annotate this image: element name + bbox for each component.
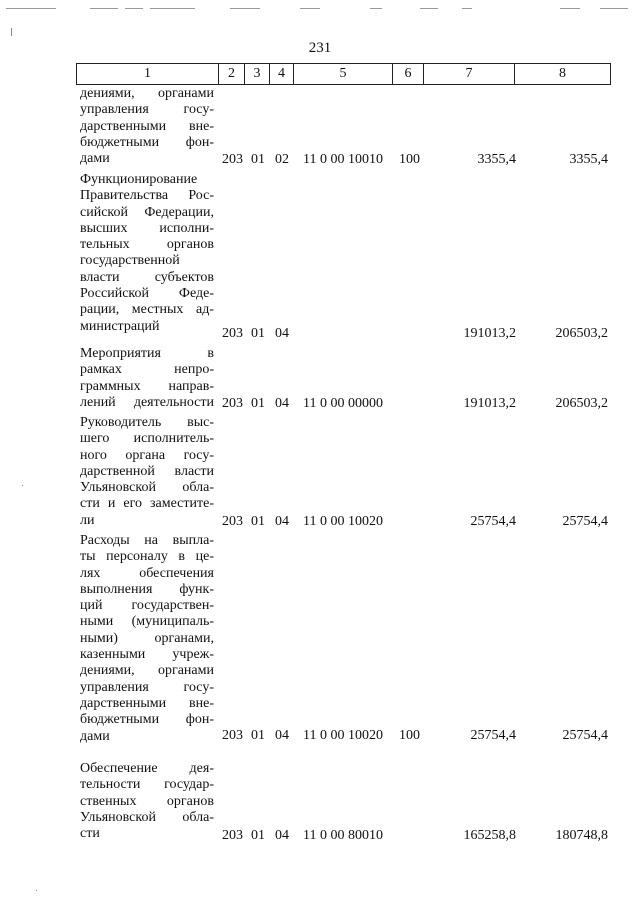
description-line: дениями, органами [80,663,214,679]
description-line: Функционирование [80,172,198,187]
cell-amount-year2: 25754,4 [562,514,608,529]
cell-amount-year1: 165258,8 [463,828,516,843]
cell-subsection: 04 [275,728,289,743]
description-line: ли [80,512,95,528]
cell-subsection: 04 [275,396,289,411]
header-col-2: 2 [219,64,245,85]
cell-amount-year1: 25754,4 [470,514,516,529]
description-line: дарственной власти [80,463,214,479]
description-line: ты персоналу в це- [80,549,214,565]
description-line: рации, местных ад- [80,302,214,318]
description-line: власти субъектов [80,269,214,285]
cell-amount-year2: 3355,4 [569,152,608,167]
cell-section: 01 [251,326,265,341]
description-line: ного органа госу- [80,447,214,463]
description-line: управления госу- [80,102,214,118]
description-line: дениями, органами [80,86,214,101]
cell-section: 01 [251,152,265,167]
cell-amount-year2: 25754,4 [562,728,608,743]
row-description [80,86,214,167]
header-row [77,64,611,85]
scan-speck [36,890,37,891]
header-col-4: 4 [270,64,294,85]
cell-target-article: 11 0 00 80010 [303,828,383,843]
description-line: высших исполни- [80,220,214,236]
cell-amount-year1: 3355,4 [477,152,516,167]
header-col-3: 3 [245,64,270,85]
cell-section: 01 [251,514,265,529]
cell-subsection: 04 [275,326,289,341]
row-description [80,172,214,335]
description-line: лений деятельности [80,394,214,410]
description-line: бюджетными фон- [80,134,214,150]
description-line: лях обеспечения [80,565,214,581]
description-line: Руководитель выс- [80,415,214,430]
cell-amount-year2: 180748,8 [555,828,608,843]
description-line: ственных органов [80,793,214,809]
cell-ministry-code: 203 [222,152,243,167]
description-line: Ульяновской обла- [80,480,214,496]
cell-ministry-code: 203 [222,514,243,529]
cell-ministry-code: 203 [222,326,243,341]
page-number: 231 [308,40,332,56]
description-line: ными) органами, [80,630,214,646]
description-line: дарственными вне- [80,695,214,711]
cell-ministry-code: 203 [222,396,243,411]
description-line: Мероприятия в [80,346,214,361]
description-line: тельных органов [80,237,214,253]
description-line: граммных направ- [80,378,214,394]
header-col-7: 7 [424,64,515,85]
cell-subsection: 04 [275,828,289,843]
description-line: дарственными вне- [80,118,214,134]
description-line: управления госу- [80,679,214,695]
description-line: ций государствен- [80,598,214,614]
description-line: дами [80,728,110,744]
cell-ministry-code: 203 [222,728,243,743]
cell-amount-year1: 191013,2 [463,326,516,341]
cell-subsection: 02 [275,152,289,167]
cell-amount-year2: 206503,2 [555,396,608,411]
cell-amount-year1: 25754,4 [470,728,516,743]
description-line: Расходы на выпла- [80,533,214,548]
description-line: казенными учреж- [80,647,214,663]
scan-edge-marks [0,8,640,10]
scan-speck [22,485,23,486]
description-line: ными (муниципаль- [80,614,214,630]
cell-expense-type: 100 [399,728,420,743]
description-line: тельности государ- [80,777,214,793]
description-line: Обеспечение дея- [80,761,214,776]
row-description [80,415,214,529]
cell-section: 01 [251,828,265,843]
cell-amount-year1: 191013,2 [463,396,516,411]
cell-subsection: 04 [275,514,289,529]
row-description [80,533,214,745]
cell-target-article: 11 0 00 00000 [303,396,383,411]
column-header-table [76,63,611,85]
description-line: государственной [80,253,180,269]
description-line: Правительства Рос- [80,188,214,204]
description-line: шего исполнитель- [80,431,214,447]
row-description [80,346,214,411]
row-description [80,761,214,842]
description-line: сти и его заместите- [80,496,214,512]
cell-amount-year2: 206503,2 [555,326,608,341]
description-line: бюджетными фон- [80,712,214,728]
description-line: выполнения функ- [80,581,214,597]
cell-target-article: 11 0 00 10020 [303,728,383,743]
cell-target-article: 11 0 00 10010 [303,152,383,167]
cell-expense-type: 100 [399,152,420,167]
scan-speck [11,28,12,36]
cell-section: 01 [251,728,265,743]
description-line: Ульяновской обла- [80,809,214,825]
description-line: сийской Федерации, [80,204,214,220]
header-col-8: 8 [515,64,611,85]
description-line: Российской Феде- [80,286,214,302]
header-col-1: 1 [77,64,219,85]
header-col-5: 5 [294,64,393,85]
cell-ministry-code: 203 [222,828,243,843]
description-line: сти [80,826,100,842]
description-line: рамках непро- [80,362,214,378]
description-line: министраций [80,318,160,334]
header-col-6: 6 [393,64,424,85]
cell-section: 01 [251,396,265,411]
cell-target-article: 11 0 00 10020 [303,514,383,529]
description-line: дами [80,151,110,167]
